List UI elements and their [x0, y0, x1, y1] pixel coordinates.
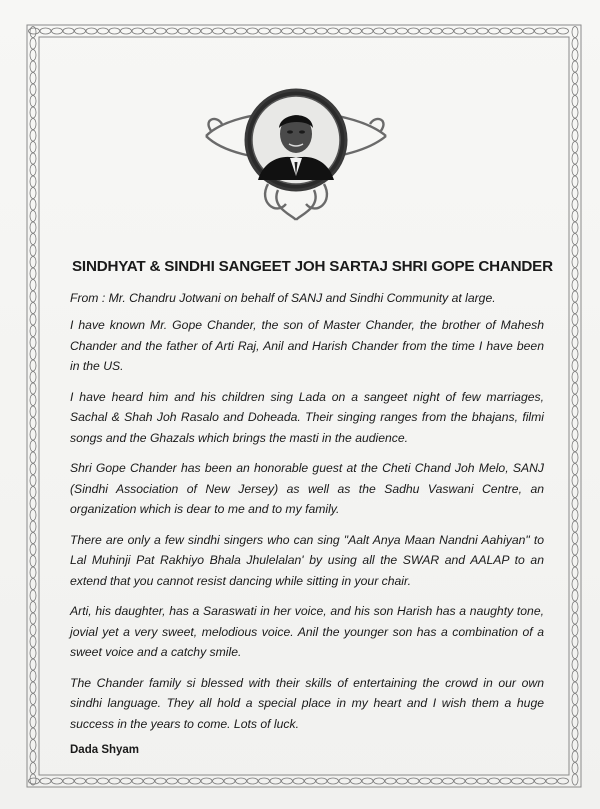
- paragraph: There are only a few sindhi singers who can sing "Aalt Anya Maan Nandni Aahiyan" to Lal Muhinji Pat Rakhiyo Bhala Jhulelalan' by using all the SWAR and AALAP to an extend that you cannot resist dancing while sitting in your chair.: [70, 532, 544, 588]
- from-line: From : Mr. Chandru Jotwani on behalf of SANJ and Sindhi Community at large.: [70, 291, 496, 305]
- paragraph: I have heard him and his children sing Lada on a sangeet night of few marriages, Sachal & Shah Joh Rasalo and Doheada. Their singing ranges from the bhajans, filmi songs and the Ghazals which brings the masti in the audience.: [70, 389, 544, 445]
- page-title: SINDHYAT & SINDHI SANGEET JOH SARTAJ SHRI GOPE CHANDER: [72, 258, 553, 275]
- signature: Dada Shyam: [70, 744, 140, 756]
- letter-content: [70, 258, 553, 756]
- paragraph: I have known Mr. Gope Chander, the son of Master Chander, the brother of Mahesh Chander and the father of Arti Raj, Anil and Harish Chander from the time I have been in the US.: [70, 318, 544, 373]
- paragraph: Shri Gope Chander has been an honorable guest at the Cheti Chand Joh Melo, SANJ (Sindhi Association of New Jersey) as well as the Sadhu Vaswani Centre, an organization which is dear to me and to my family.: [70, 461, 544, 516]
- paragraph: The Chander family si blessed with their skills of entertaining the crowd in our own sindhi language. They all hold a special place in my heart and I wish them a huge success in the years to come. Lots of luck.: [70, 675, 544, 731]
- portrait-frame: [198, 84, 394, 224]
- paragraph: Arti, his daughter, has a Saraswati in her voice, and his son Harish has a naughty tone, jovial yet a very sweet, melodious voice. Anil the younger son has a combination of a sweet voice and a catchy smile.: [70, 604, 544, 659]
